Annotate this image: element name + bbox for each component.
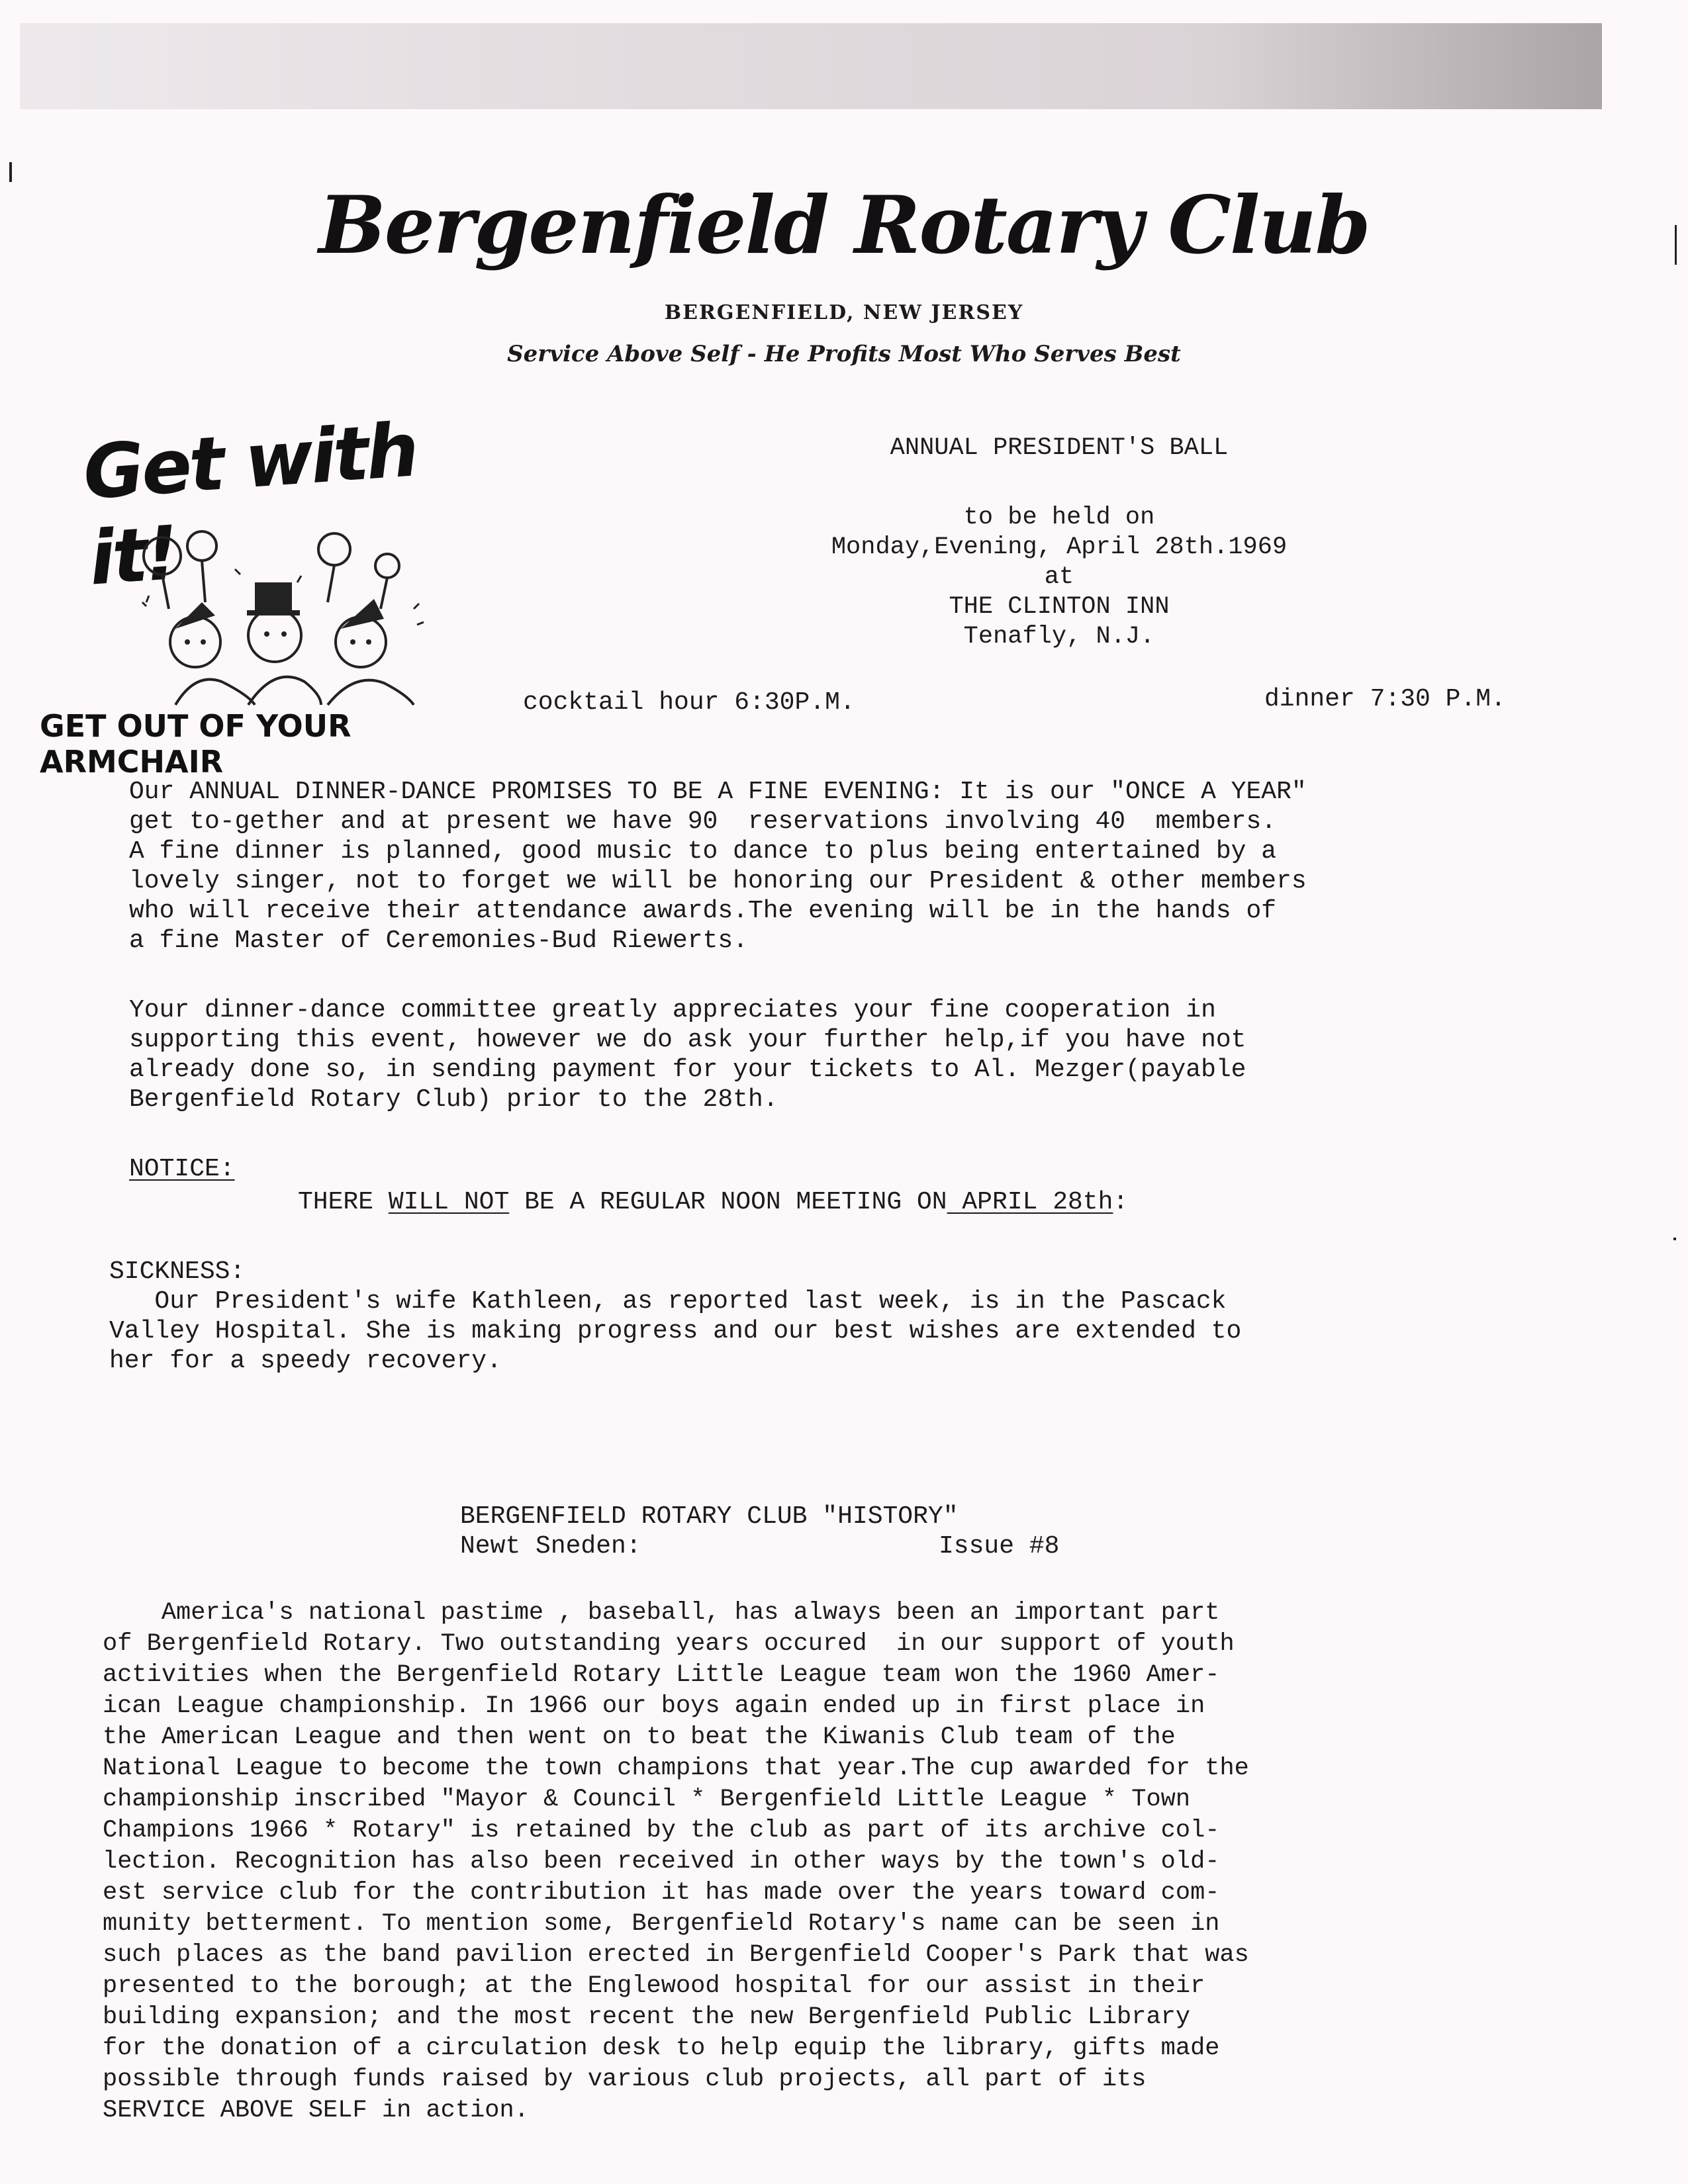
paragraph-line: a fine Master of Ceremonies-Bud Riewerts. xyxy=(129,927,748,955)
at-line: at xyxy=(1044,563,1074,591)
venue-name: THE CLINTON INN xyxy=(949,593,1170,621)
paragraph-line: munity betterment. To mention some, Bergenfield Rotary's name can be seen in xyxy=(103,1910,1220,1938)
promo-footer: GET OUT OF YOUR ARMCHAIR xyxy=(40,708,352,780)
balloon-icon xyxy=(318,533,350,565)
notice-text: THERE WILL NOT BE A REGULAR NOON MEETING ON APRIL 28th: xyxy=(298,1188,1129,1216)
paragraph-line: of Bergenfield Rotary. Two outstanding years occured in our support of youth xyxy=(103,1630,1235,1658)
paragraph-line: activities when the Bergenfield Rotary Little League team won the 1960 Amer- xyxy=(103,1661,1220,1689)
paragraph-line: ican League championship. In 1966 our boys again ended up in first place in xyxy=(103,1692,1205,1720)
scan-artifact-band xyxy=(20,23,1602,109)
paragraph-line: lection. Recognition has also been received in other ways by the town's old- xyxy=(103,1848,1220,1876)
paragraph-line: championship inscribed "Mayor & Council * Bergenfield Little League * Town xyxy=(103,1786,1191,1813)
promo-headline: Get with it! xyxy=(80,407,420,602)
paragraph-line: Champions 1966 * Rotary" is retained by the club as part of its archive col- xyxy=(103,1817,1220,1844)
paragraph-line: America's national pastime , baseball, has always been an important part xyxy=(103,1599,1220,1627)
ball-title: ANNUAL PRESIDENT'S BALL xyxy=(890,434,1229,462)
history-title: BERGENFIELD ROTARY CLUB "HISTORY" xyxy=(460,1502,959,1531)
club-name: Bergenfield Rotary Club xyxy=(318,179,1370,272)
paragraph-line: already done so, in sending payment for your tickets to Al. Mezger(payable xyxy=(129,1056,1246,1084)
paragraph-line: building expansion; and the most recent the new Bergenfield Public Library xyxy=(103,2003,1191,2031)
promo-illustration xyxy=(36,404,467,780)
club-motto: Service Above Self - He Profits Most Who Serves Best xyxy=(507,341,1181,367)
event-date: Monday,Evening, April 28th.1969 xyxy=(831,533,1288,561)
paragraph-line: A fine dinner is planned, good music to dance to plus being entertained by a xyxy=(129,837,1277,866)
paragraph-line: lovely singer, not to forget we will be honoring our President & other members xyxy=(129,867,1307,895)
paragraph-line: supporting this event, however we do ask your further help,if you have not xyxy=(129,1026,1246,1054)
margin-mark-right-lower xyxy=(1673,1238,1676,1240)
paragraph-line: National League to become the town champions that year.The cup awarded for the xyxy=(103,1754,1249,1782)
paragraph-line: for the donation of a circulation desk to help equip the library, gifts made xyxy=(103,2034,1220,2062)
paragraph-line: possible through funds raised by various club projects, all part of its xyxy=(103,2066,1147,2093)
paragraph-line: est service club for the contribution it has made over the years toward com- xyxy=(103,1879,1220,1907)
club-location: BERGENFIELD, NEW JERSEY xyxy=(664,301,1024,324)
balloon-icon xyxy=(144,537,181,574)
venue-town: Tenafly, N.J. xyxy=(963,623,1155,651)
party-crowd-illustration xyxy=(122,529,434,708)
dinner-time: dinner 7:30 P.M. xyxy=(1264,685,1506,713)
paragraph-line: her for a speedy recovery. xyxy=(109,1347,502,1375)
paragraph-line: get to-gether and at present we have 90 reservations involving 40 members. xyxy=(129,807,1277,836)
paragraph-line: who will receive their attendance awards.The evening will be in the hands of xyxy=(129,897,1277,925)
paragraph-line: Your dinner-dance committee greatly appreciates your fine cooperation in xyxy=(129,996,1216,1024)
paragraph-line: presented to the borough; at the Englewood hospital for our assist in their xyxy=(103,1972,1205,2000)
paragraph-line: such places as the band pavilion erected in Bergenfield Cooper's Park that was xyxy=(103,1941,1249,1969)
paragraph-line: Our President's wife Kathleen, as reported last week, is in the Pascack xyxy=(109,1287,1227,1316)
held-on-line: to be held on xyxy=(963,504,1155,531)
balloon-icon xyxy=(375,554,399,578)
history-author: Newt Sneden: xyxy=(460,1532,641,1561)
paragraph-line: Valley Hospital. She is making progress and our best wishes are extended to xyxy=(109,1317,1242,1345)
sickness-heading: SICKNESS: xyxy=(109,1257,246,1286)
balloon-icon xyxy=(187,531,216,561)
notice-heading: NOTICE: xyxy=(129,1155,235,1183)
paragraph-line: Bergenfield Rotary Club) prior to the 28th. xyxy=(129,1085,778,1114)
paragraph-line: Our ANNUAL DINNER-DANCE PROMISES TO BE A FINE EVENING: It is our "ONCE A YEAR" xyxy=(129,778,1307,806)
paragraph-line: the American League and then went on to beat the Kiwanis Club team of the xyxy=(103,1723,1176,1751)
paragraph-line: SERVICE ABOVE SELF in action. xyxy=(103,2097,529,2124)
cocktail-hour: cocktail hour 6:30P.M. xyxy=(523,688,855,717)
history-issue: Issue #8 xyxy=(939,1532,1060,1561)
